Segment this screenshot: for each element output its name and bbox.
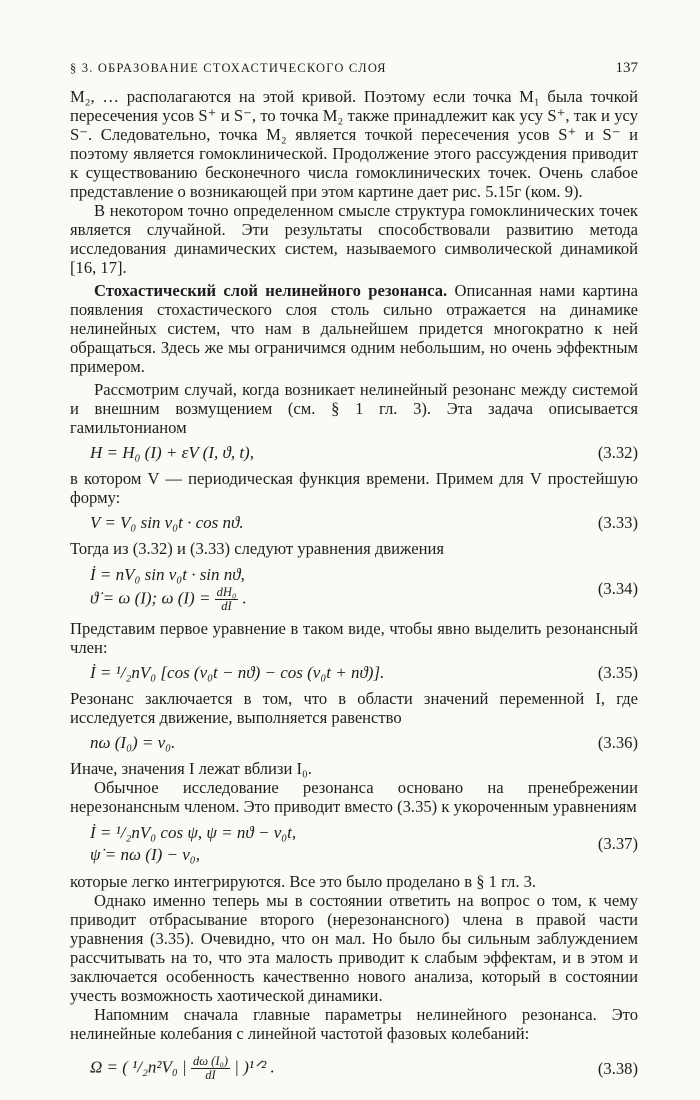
equation-3-34-denominator: dI — [221, 599, 232, 613]
equation-3-37-number: (3.37) — [597, 834, 638, 853]
equation-3-37-line-2: ψ̇ = nω (I) − ν₀, — [90, 845, 200, 864]
equation-3-32-number: (3.32) — [597, 443, 638, 462]
equation-3-38-number: (3.38) — [597, 1058, 638, 1078]
equation-3-34 — [70, 564, 638, 613]
equation-3-37-body — [70, 822, 296, 866]
equation-3-34-tail: . — [242, 588, 247, 608]
paragraph-6: Тогда из (3.32) и (3.33) следуют уравнения движения — [70, 539, 445, 558]
paragraph-13: Напомним сначала главные параметры нелинейного резонанса. Это нелинейные колебания с линейной частотой фазовых колебаний: — [70, 1005, 638, 1043]
equation-3-36-number: (3.36) — [597, 733, 638, 752]
equation-3-33-number: (3.33) — [597, 513, 638, 532]
paragraph-5: в котором V — периодическая функция времени. Примем для V простейшую форму: — [70, 469, 638, 507]
equation-3-32-body: H = H₀ (I) + εV (I, ϑ, t), — [90, 443, 254, 462]
section-run-in-title: Стохастический слой нелинейного резонанса. — [94, 281, 448, 300]
running-title: § 3. ОБРАЗОВАНИЕ СТОХАСТИЧЕСКОГО СЛОЯ — [70, 61, 387, 75]
equation-3-34-fraction — [215, 586, 239, 613]
equation-3-34-line-2-text: ϑ̇ = ω (I); ω (I) = — [90, 588, 211, 608]
paragraph-4: Рассмотрим случай, когда возникает нелинейный резонанс между системой и внешним возмущением (см. § 1 гл. 3). Эта задача описывается гамильтонианом — [70, 380, 638, 437]
equation-3-37-line-1: İ = ¹/₂nV₀ cos ψ, ψ = nϑ − ν₀t, — [90, 823, 297, 842]
equation-3-38-denominator: dI — [205, 1068, 216, 1082]
paragraph-3-text: Описанная нами картина появления стохастического слоя столь сильно отражается на динамике нелинейных систем, что нам в дальнейшем придется многократно к ней обращаться. Здесь же мы ограничимся одним небольшим, но очень эффектным примером. — [70, 281, 639, 376]
equation-3-38-lead: Ω = ( ¹/₂n²V₀ | — [90, 1057, 187, 1077]
equation-3-33-body: V = V₀ sin ν₀t · cos nϑ. — [90, 513, 244, 532]
paragraph-9: Иначе, значения I лежат вблизи I₀. — [70, 759, 312, 778]
paragraph-1: M₂, … располагаются на этой кривой. Поэтому если точка M₁ была точкой пересечения усов S⁺ и S⁻, то точка M₂ также принадлежит как усу S⁺, так и усу S⁻. Следовательно, точка M₂ является точкой пересечения усов S⁺ и S⁻ и поэтому является гомоклинической. Продолжение этого рассуждения приводит к существованию бесконечного числа гомоклинических точек. Очень слабое представление о возникающей при этом картине дает рис. 5.15г (ком. 9). — [70, 87, 638, 201]
equation-3-34-line-2 — [90, 586, 247, 613]
equation-3-32 — [70, 443, 638, 463]
paragraph-3 — [70, 281, 638, 376]
equation-3-38-fraction — [191, 1055, 230, 1082]
equation-3-38 — [70, 1055, 638, 1082]
paragraph-10: Обычное исследование резонанса основано на пренебрежении нерезонансным членом. Это приводит вместо (3.35) к укороченным уравнениям — [70, 778, 638, 816]
equation-3-36 — [70, 733, 638, 753]
equation-3-36-body: nω (I₀) = ν₀. — [90, 733, 176, 752]
paragraph-2: В некотором точно определенном смысле структура гомоклинических точек является случайной. Эти результаты способствовали развитию метода исследования динамических систем, называемого символической динамикой [16, 17]. — [70, 201, 638, 277]
equation-3-37 — [70, 822, 638, 866]
equation-3-38-tail: | )¹ᐟ² . — [234, 1057, 275, 1077]
page-header — [70, 60, 638, 77]
equation-3-34-numerator: dH₀ — [216, 585, 237, 599]
paragraph-7: Представим первое уравнение в таком виде, чтобы явно выделить резонансный член: — [70, 619, 638, 657]
equation-3-35-body: İ = ¹/₂nV₀ [cos (ν₀t − nϑ) − cos (ν₀t + nϑ)]. — [90, 663, 385, 682]
equation-3-34-number: (3.34) — [597, 578, 638, 598]
equation-3-38-numerator: dω (I₀) — [192, 1054, 229, 1068]
equation-3-33 — [70, 513, 638, 533]
paragraph-11: которые легко интегрируются. Все это было проделано в § 1 гл. 3. — [70, 872, 537, 891]
equation-3-34-body — [70, 564, 247, 613]
equation-3-35-number: (3.35) — [597, 663, 638, 682]
page-number: 137 — [615, 60, 638, 76]
equation-3-35 — [70, 663, 638, 683]
paragraph-12: Однако именно теперь мы в состоянии ответить на вопрос о том, к чему приводит отбрасывание второго (нерезонансного) члена в правой части уравнения (3.35). Очевидно, что он мал. Но было бы сильным заблуждением рассчитывать на то, что эта малость приводит к слабым эффектам, и в этом и заключается особенность качественно нового анализа, который в состоянии учесть возможность хаотической динамики. — [70, 891, 638, 1005]
paragraph-8: Резонанс заключается в том, что в области значений переменной I, где исследуется движение, выполняется равенство — [70, 689, 638, 727]
equation-3-38-body — [70, 1055, 275, 1082]
equation-3-34-line-1: İ = nV₀ sin ν₀t · sin nϑ, — [90, 565, 245, 584]
